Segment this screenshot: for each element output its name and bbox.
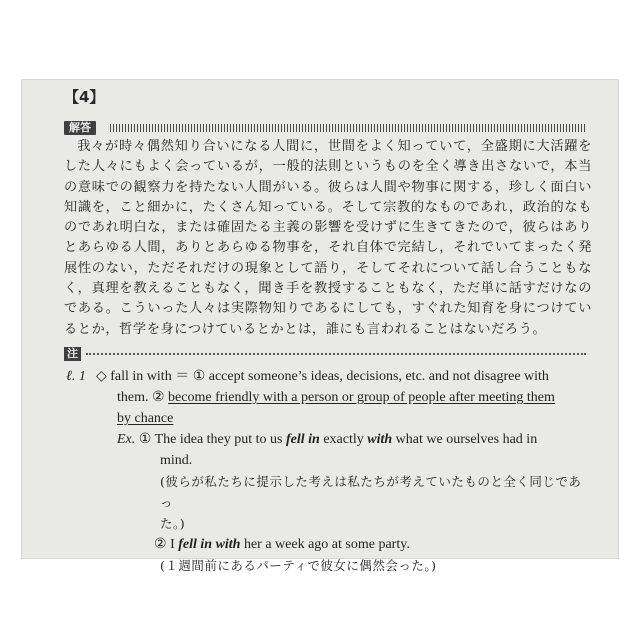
answer-text xyxy=(64,137,592,340)
answer-paragraph: 我々が時々偶然知り合いになる人間に，世間をよく知っていて，全盛期に大活躍をした人々にもよく会っているが，一般的法則というものを全く導き出さないで，本当の意味での観察力を持たない人間がいる。彼らは人間や物事に関する，珍しく面白い知識を，こと細かに，たくさん知っている。そして宗教的なものであれ，政治的なものであれ明白な，または確固たる主義の影響を受けずに生きてきたので，彼らはありとあらゆる人間，ありとあらゆる物事を，それ自体で完結し，それでいてまったく発展性のない，ただそれだけの現象として語り，そしてそれについて話し合うこともなく，真理を教えることもなく，聞き手を教授することもなく，ただ単に話すだけなのである。こういった人々は実際物知りであるにしても，すぐれた知育を身につけているとか，哲学を身につけているとかとは，誰にも言われることはないだろう。 xyxy=(64,139,592,337)
example-1-translation-2: た。) xyxy=(160,516,186,531)
example-2-phrase: fell in with xyxy=(178,537,241,552)
example-1-text-b: exactly xyxy=(319,432,368,447)
example-1-phrase-with: with xyxy=(367,432,393,447)
example-1-line-2 xyxy=(160,450,594,471)
notes-section xyxy=(64,366,594,576)
example-2-number: ② xyxy=(154,537,167,552)
note-label: 注 xyxy=(64,347,81,361)
example-2-text-b: her a week ago at some party. xyxy=(240,537,410,552)
example-1-text-a: The idea they put to us xyxy=(154,432,286,447)
example-label: Ex. xyxy=(117,432,136,447)
example-1-phrase-fell-in: fell in xyxy=(286,432,320,447)
definition-2-continued: by chance xyxy=(117,411,174,426)
line-reference: ℓ. 1 xyxy=(66,369,86,384)
example-2-translation: (１週間前にあるパーティで彼女に偶然会った。) xyxy=(160,558,437,573)
answer-rule xyxy=(110,124,586,132)
example-1-translation-1: (彼らが私たちに提示した考えは私たちが考えていたものと全く同じであっ xyxy=(160,474,582,510)
definition-1: ◇ fall in with ＝ ① accept someone’s ideas, decisions, etc. and not disagree with xyxy=(96,369,549,384)
definition-line-3 xyxy=(117,408,594,429)
definition-2-underlined: become friendly with a person or group of people after meeting them xyxy=(168,390,555,405)
answer-label: 解答 xyxy=(64,121,96,135)
example-1-line-1 xyxy=(117,429,594,450)
example-1-text-c: what we ourselves had in xyxy=(392,432,538,447)
definition-line-1 xyxy=(64,366,594,387)
definition-line-2 xyxy=(117,387,594,408)
example-1-text-d: mind. xyxy=(160,453,193,468)
example-2-line xyxy=(154,534,594,555)
section-number: 【4】 xyxy=(64,88,105,106)
textbook-page xyxy=(22,80,618,573)
note-dotted-rule xyxy=(86,353,586,355)
definition-2-number: them. ② xyxy=(117,390,169,405)
example-1-number: ① xyxy=(138,432,152,447)
example-2-text-a: I xyxy=(170,537,179,552)
